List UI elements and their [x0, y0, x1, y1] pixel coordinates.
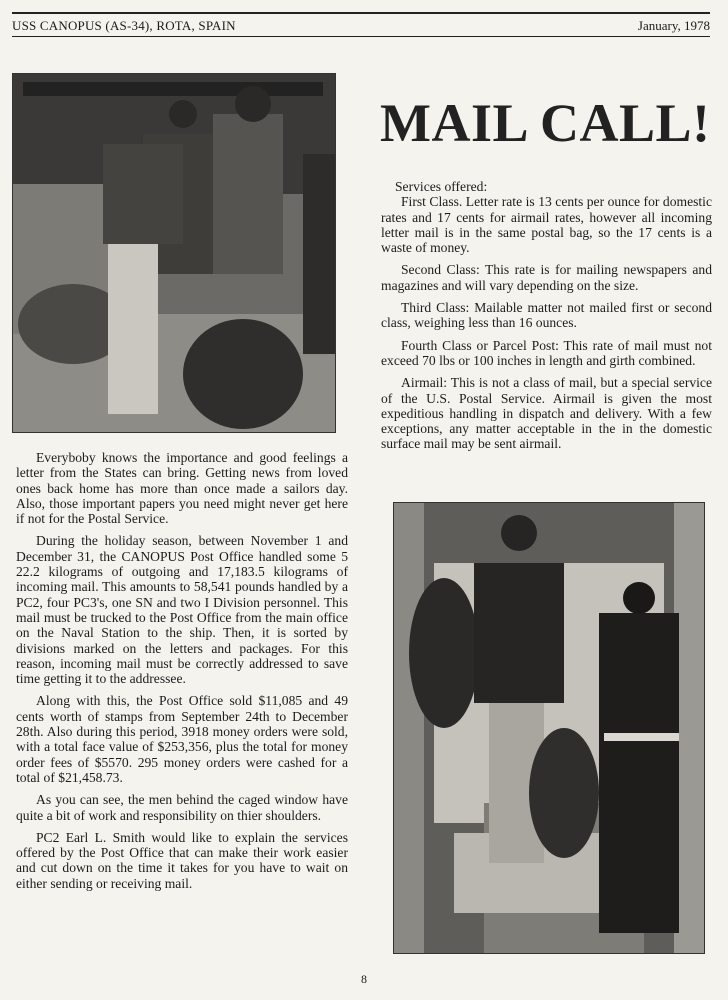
body-paragraph: Everyboby knows the importance and good feelings a letter from the States can bring. Getting news from loved ones back home has more than once made a sailors day. Also, those important papers you need might never get here if not for the Postal Service.	[16, 450, 348, 527]
body-paragraph: As you can see, the men behind the caged window have quite a bit of work and responsibility on thier shoulders.	[16, 792, 348, 823]
article-body	[16, 450, 348, 898]
photo-sailor-with-mailbags	[393, 502, 705, 954]
issue-date: January, 1978	[637, 18, 710, 33]
publication-title: USS CANOPUS (AS-34), ROTA, SPAIN	[12, 18, 236, 33]
photo-mail-handlers	[12, 73, 336, 433]
article-title: MAIL CALL!	[380, 93, 711, 153]
service-airmail: Airmail: This is not a class of mail, but a special service of the U.S. Postal Service. Airmail is given the most expeditious handling in dispatch and delivery. With a few exceptions, any matter acceptable in the in the domestic surface mail may be sent airmail.	[381, 375, 712, 452]
service-third-class: Third Class: Mailable matter not mailed first or second class, weighing less than 16 ounces.	[381, 300, 712, 331]
service-first-class: First Class. Letter rate is 13 cents per ounce for domestic rates and 17 cents for airmail rates, however all incoming letter mail is in the same postal bag, so the 17 cents is a waste of money.	[381, 194, 712, 256]
page-number: 8	[361, 972, 367, 986]
body-paragraph: During the holiday season, between November 1 and December 31, the CANOPUS Post Office handled some 5 22.2 kilograms of outgoing and 17,183.5 kilograms of incoming mail. This amounts to 58,541 pounds handled by a PC2, four PC3's, one SN and two I Division personnel. This mail must be trucked to the Post Office from the main office on the Naval Station to the ship. Then, it is sorted by divisions marked on the letters and packages. For this reason, incoming mail must be correctly addressed to save time getting it to the addressee.	[16, 533, 348, 687]
services-column	[381, 179, 712, 459]
services-intro: Services offered:	[395, 179, 488, 194]
page-header	[12, 12, 710, 37]
body-paragraph: PC2 Earl L. Smith would like to explain the services offered by the Post Office that can make their work easier and cut down on the time it takes for you have to wait on either sending or receiving mail.	[16, 829, 348, 891]
service-fourth-class: Fourth Class or Parcel Post: This rate of mail must not exceed 70 lbs or 100 inches in length and girth combined.	[381, 337, 712, 368]
body-paragraph: Along with this, the Post Office sold $11,085 and 49 cents worth of stamps from September 24th to December 28th. Also during this period, 3918 money orders were sold, with a total face value of $253,356, plus the total for money order fees of $5570. 295 money orders were cashed for a total of $21,458.73.	[16, 693, 348, 785]
service-second-class: Second Class: This rate is for mailing newspapers and magazines and will vary depending on the size.	[381, 262, 712, 293]
